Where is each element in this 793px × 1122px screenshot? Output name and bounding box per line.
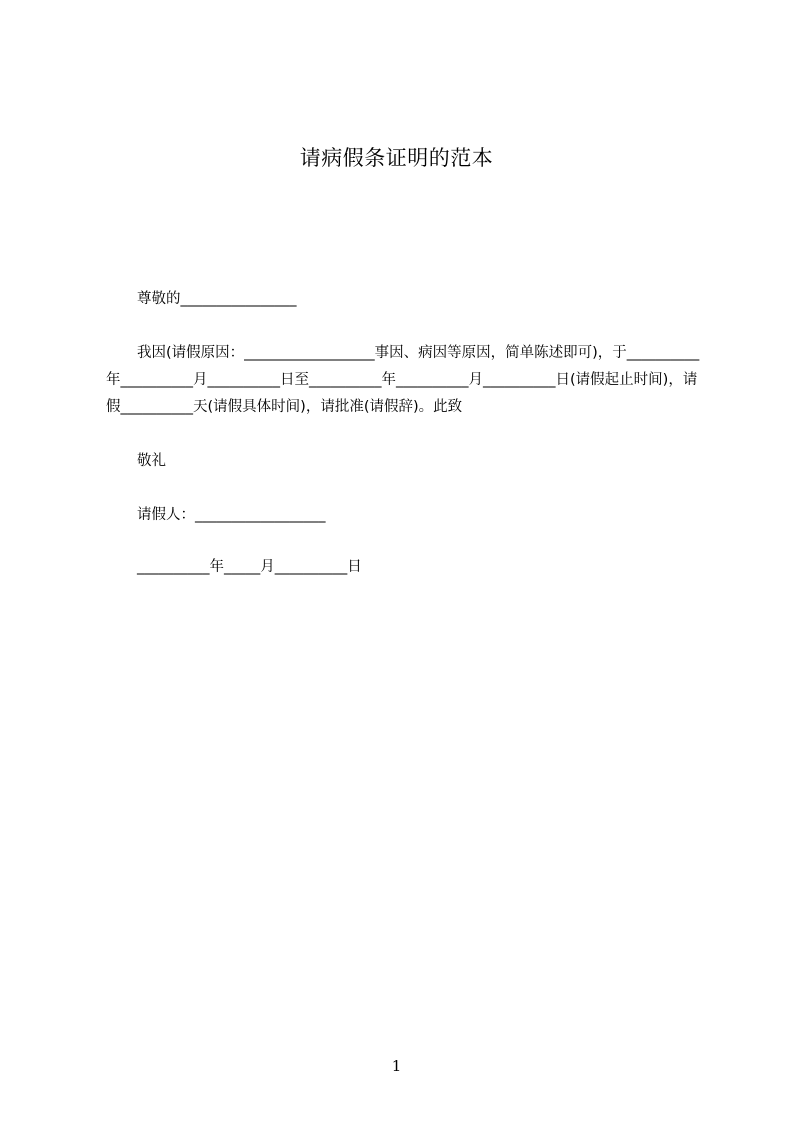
- date-line: __________年_____月__________日: [137, 559, 362, 575]
- document-title: 请病假条证明的范本: [299, 146, 494, 170]
- body-paragraph: 我因(请假原因：__________________事因、病因等原因，简单陈述即可)，于__________年__________月__________日至__________年__________月__________日(请假起止时间)，请假__________天(请假具体时间)，请批准(请假辞)。此致: [106, 345, 700, 415]
- salutation-line: 尊敬的________________: [137, 291, 297, 307]
- closing-line: 敬礼: [137, 453, 166, 469]
- page-number: 1: [391, 1057, 402, 1075]
- signature-line: 请假人：__________________: [137, 507, 326, 523]
